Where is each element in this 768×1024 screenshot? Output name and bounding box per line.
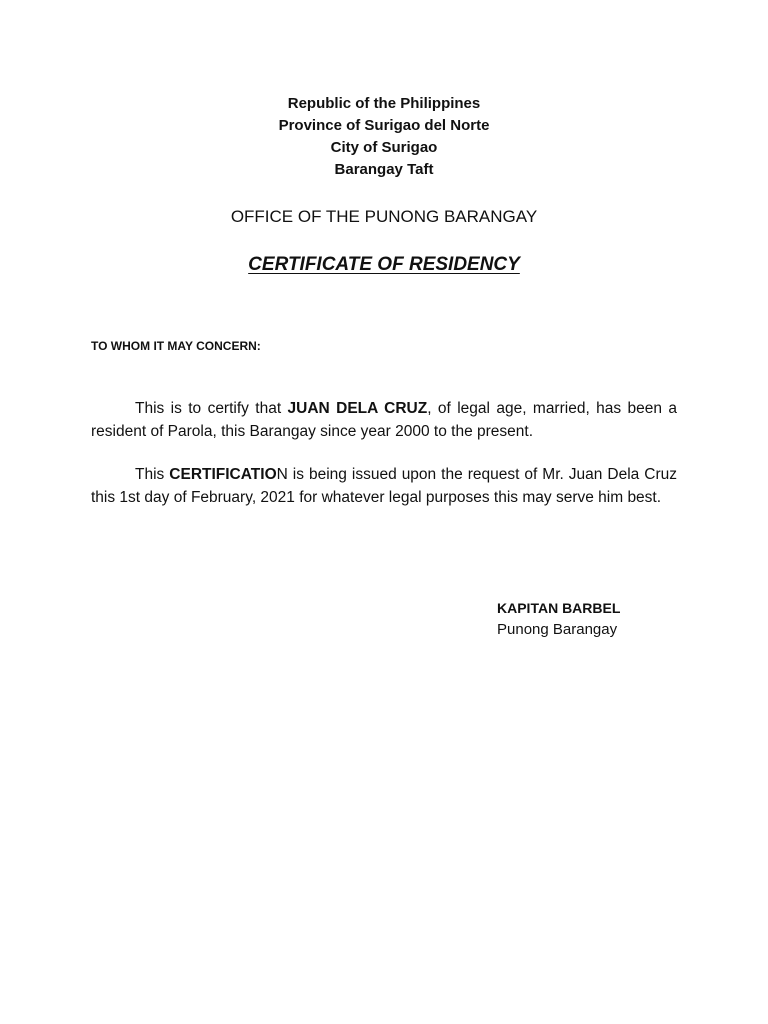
paragraph1-intro: This is to certify that (135, 400, 288, 417)
paragraph2-intro: This (135, 466, 170, 483)
letterhead (0, 93, 768, 181)
purpose-paragraph (91, 463, 677, 509)
office-heading: OFFICE OF THE PUNONG BARANGAY (230, 207, 538, 226)
certification-word: CERTIFICATIO (169, 466, 277, 483)
salutation: TO WHOM IT MAY CONCERN: (91, 339, 261, 353)
header-republic: Republic of the Philippines (287, 95, 481, 112)
certificate-title: CERTIFICATE OF RESIDENCY (248, 254, 520, 275)
paragraph2-body: N is being issued upon the request of Mr. Juan Dela Cruz this 1st day of February, 2021 for whatever legal purposes this may serve him best. (91, 466, 677, 506)
signatory-block (497, 597, 620, 641)
signatory-title: Punong Barangay (497, 621, 618, 638)
signatory-name: KAPITAN BARBEL (497, 600, 621, 616)
paragraph1-body: , of legal age, married, has been a resident of Parola, this Barangay since year 2000 to the present. (91, 400, 678, 440)
certificate-title-wrap (0, 254, 768, 276)
certification-paragraph (91, 397, 677, 443)
header-city: City of Surigao (330, 139, 438, 156)
header-province: Province of Surigao del Norte (278, 117, 490, 134)
header-barangay: Barangay Taft (334, 161, 434, 178)
resident-name: JUAN DELA CRUZ (287, 400, 428, 417)
